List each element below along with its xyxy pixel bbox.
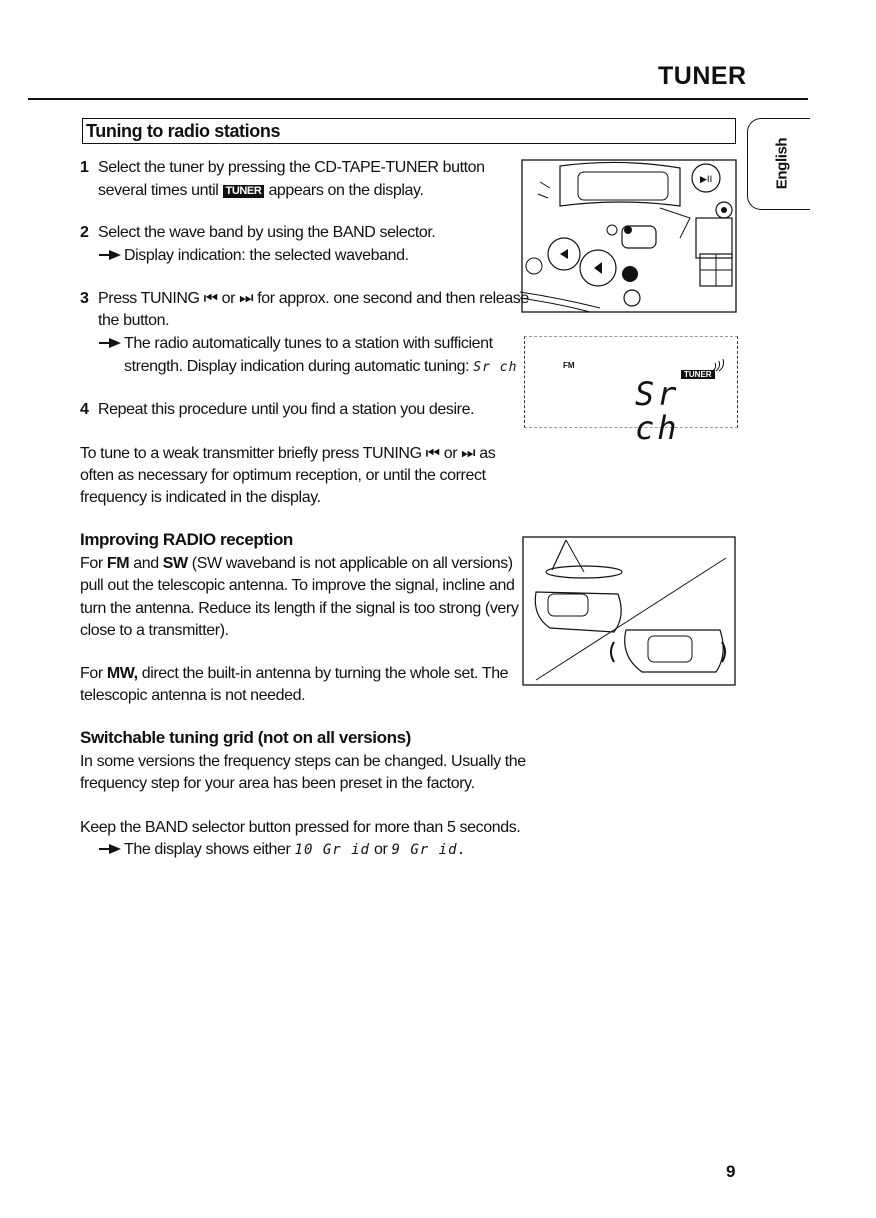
display-search-illustration xyxy=(524,336,738,447)
result-arrow-icon xyxy=(98,250,124,260)
step-4-line1: Repeat this procedure until you find a station you desire. xyxy=(98,401,475,418)
tuner-badge: TUNER xyxy=(223,185,265,198)
step-number: 4 xyxy=(80,401,89,418)
improving-line: close to a transmitter). xyxy=(80,622,229,639)
grid-result: The display shows either 10 Gr id or 9 Gr id. xyxy=(98,839,467,861)
grid-option-10: 10 Gr id xyxy=(294,842,370,858)
result-arrow-icon xyxy=(98,338,124,348)
mw-line2: telescopic antenna is not needed. xyxy=(80,687,306,704)
step-number: 2 xyxy=(80,224,89,241)
svg-text:▶II: ▶II xyxy=(700,175,713,185)
weak-transmitter-line: To tune to a weak transmitter briefly press TUNING ⏮ or ⏭ as xyxy=(80,445,496,462)
step-2-result: Display indication: the selected waveband. xyxy=(98,245,409,266)
header-rule xyxy=(28,98,808,100)
antenna-illustration xyxy=(522,536,736,686)
display-search-text: Sr ch xyxy=(635,375,680,447)
section-title-box xyxy=(82,118,736,144)
grid-keep: Keep the BAND selector button pressed for more than 5 seconds. xyxy=(80,819,521,836)
result-arrow-icon xyxy=(98,844,124,854)
grid-line: In some versions the frequency steps can be changed. Usually the xyxy=(80,753,526,770)
device-illustration xyxy=(520,158,738,314)
weak-transmitter-line: frequency is indicated in the display. xyxy=(80,489,321,506)
language-tab-label: English xyxy=(773,137,791,190)
step-1-line1: Select the tuner by pressing the CD-TAPE-TUNER button xyxy=(98,159,485,176)
step-number: 3 xyxy=(80,290,89,307)
page-number: 9 xyxy=(726,1162,736,1181)
improving-line: turn the antenna. Reduce its length if the signal is too strong (very xyxy=(80,600,519,617)
step-1-line2: several times until TUNER appears on the display. xyxy=(98,182,424,199)
step-number: 1 xyxy=(80,159,89,176)
step-3-line1: Press TUNING ⏮ or ⏭ for approx. one second and then release xyxy=(98,290,529,307)
step-2-line1: Select the wave band by using the BAND selector. xyxy=(98,224,436,241)
grid-option-9: 9 Gr id. xyxy=(391,842,467,858)
search-indicator: Sr ch xyxy=(473,360,518,375)
mw-line1: For MW, direct the built-in antenna by turning the whole set. The xyxy=(80,665,509,682)
improving-line1: For FM and SW (SW waveband is not applicable on all versions) xyxy=(80,555,513,572)
grid-line: frequency step for your area has been preset in the factory. xyxy=(80,775,475,792)
language-tab xyxy=(747,118,810,210)
section-title: Tuning to radio stations xyxy=(86,121,281,141)
signal-strength-icon xyxy=(711,359,725,373)
display-tuner-badge: TUNER xyxy=(681,370,715,379)
page-header-title: TUNER xyxy=(658,62,747,90)
step-3-result-2: strength. Display indication during automatic tuning: Sr ch xyxy=(124,358,518,375)
improving-title: Improving RADIO reception xyxy=(80,530,293,549)
weak-transmitter-line: often as necessary for optimum reception, or until the correct xyxy=(80,467,486,484)
step-3-result-1: The radio automatically tunes to a station with sufficient xyxy=(98,333,493,354)
improving-line: pull out the telescopic antenna. To improve the signal, incline and xyxy=(80,577,515,594)
display-band: FM xyxy=(563,361,575,370)
grid-title: Switchable tuning grid (not on all versions) xyxy=(80,728,411,747)
step-3-line2: the button. xyxy=(98,312,170,329)
